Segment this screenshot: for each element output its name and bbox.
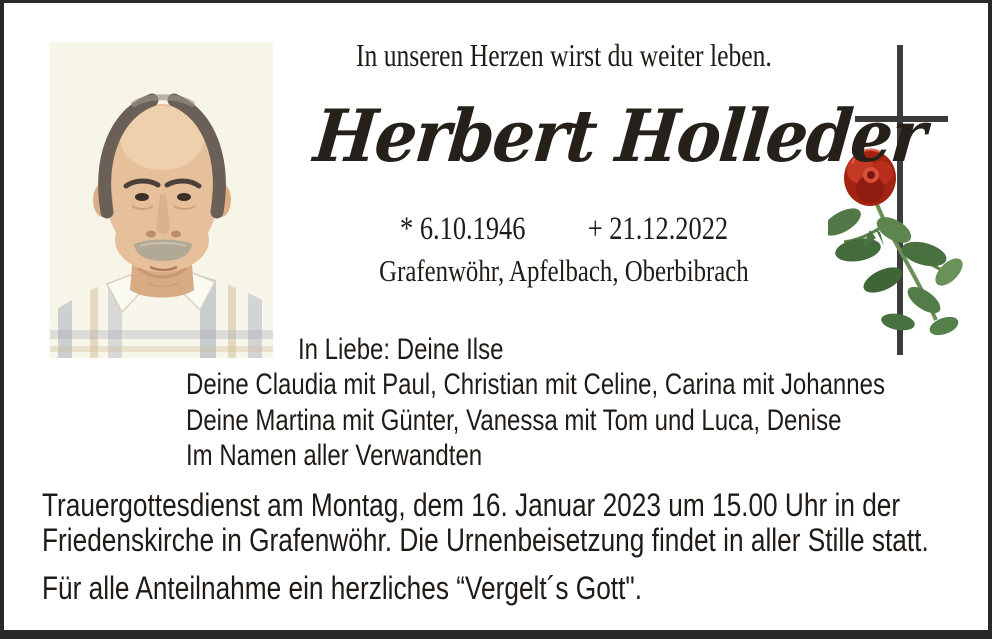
deceased-name-text: Herbert Holleder [310,93,929,178]
cross-and-rose [828,34,968,359]
birth-date: * 6.10.1946 [399,211,526,247]
service-line-2: Friedenskirche in Grafenwöhr. Die Urnenbeisetzung findet in aller Stille statt. [42,522,929,558]
life-dates [288,212,840,246]
mourners-line-4: Im Namen aller Verwandten [186,439,483,472]
places-text: Grafenwöhr, Apfelbach, Oberbibrach [379,253,749,288]
epigraph-text: In unseren Herzen wirst du weiter leben. [356,37,772,73]
mourners-line-1: In Liebe: Deine Ilse [298,333,504,366]
thanks-line: Für alle Anteilnahme ein herzliches “Vergelt´s Gott". [42,570,642,606]
portrait-photo [50,42,273,358]
service-line-1: Trauergottesdienst am Montag, dem 16. Januar 2023 um 15.00 Uhr in der [42,487,901,523]
mourners-line-3: Deine Martina mit Günter, Vanessa mit Tom und Luca, Denise [186,404,842,437]
epigraph-line [288,38,840,72]
mourners-line-2: Deine Claudia mit Paul, Christian mit Celine, Carina mit Johannes [186,368,885,401]
places-line [288,254,840,288]
deceased-name [288,84,929,188]
death-date: + 21.12.2022 [587,211,729,247]
portrait-photo-drawing [50,42,273,358]
